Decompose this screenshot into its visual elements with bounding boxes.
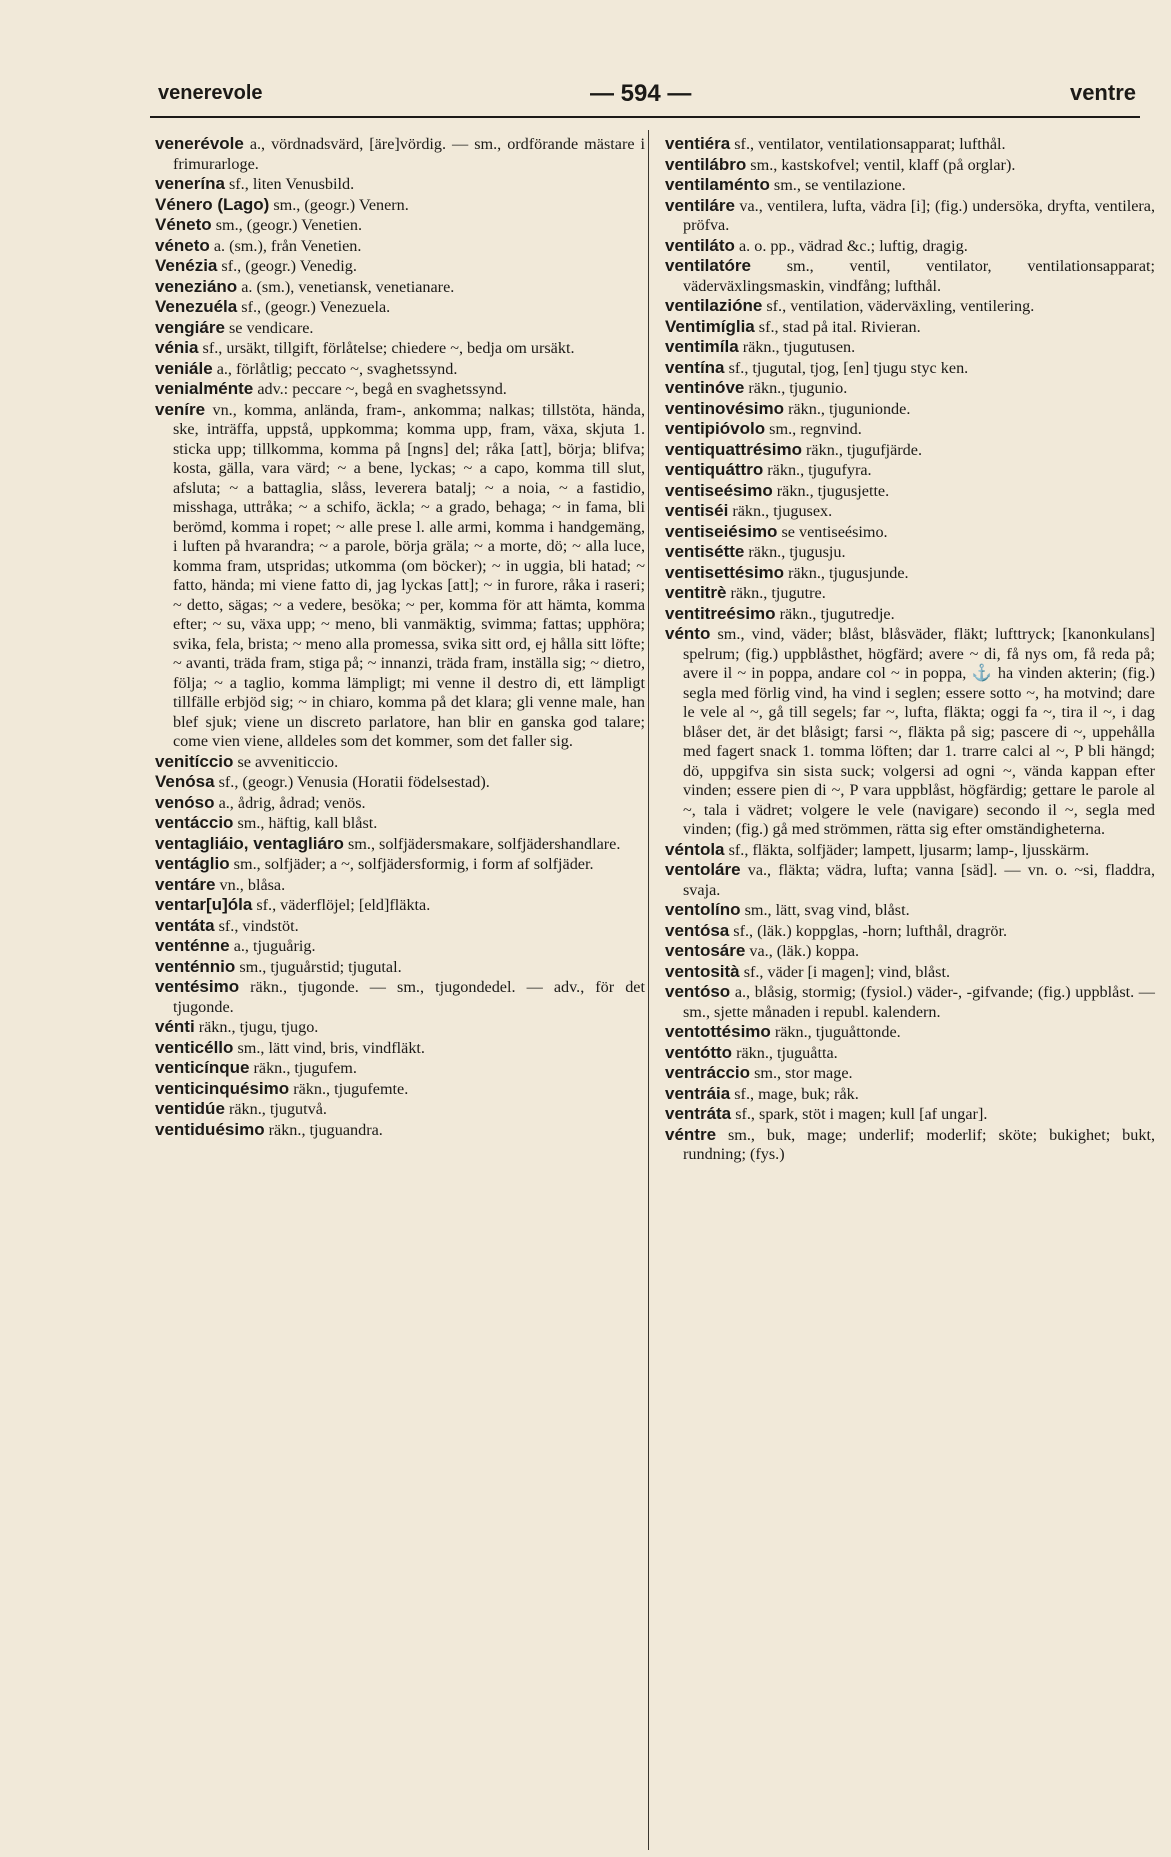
- entry-definition: räkn., tjugufem.: [249, 1059, 357, 1077]
- entry-headword: ventagliáio, ventagliáro: [155, 833, 344, 853]
- entry-headword: ventiláre: [665, 195, 735, 215]
- entry-definition: räkn., tjugusju.: [744, 543, 846, 561]
- dictionary-entry: [665, 419, 1155, 440]
- entry-definition: sf., ventilation, väderväxling, ventilering.: [762, 297, 1035, 315]
- dictionary-entry: [665, 1043, 1155, 1064]
- entry-definition: sm., häftig, kall blåst.: [233, 814, 378, 832]
- dictionary-entry: [155, 338, 645, 359]
- dictionary-entry: [665, 1125, 1155, 1165]
- entry-definition: sm., lätt, svag vind, blåst.: [740, 901, 910, 919]
- dictionary-entry: [665, 440, 1155, 461]
- entry-headword: ventinovésimo: [665, 398, 785, 418]
- entry-definition: räkn., tjugufemte.: [289, 1079, 409, 1098]
- entry-definition: adv.: peccare ~, begå en svaghetssynd.: [253, 380, 507, 398]
- entry-definition: a. (sm.), från Venetien.: [209, 236, 362, 255]
- entry-definition: sm., solfjäder; a ~, solfjädersformig, i form af solfjäder.: [229, 855, 594, 873]
- entry-headword: ventilábro: [665, 154, 747, 174]
- entry-headword: ventóso: [665, 982, 731, 1001]
- header-rule: [150, 116, 1140, 118]
- entry-headword: ventáglio: [155, 854, 230, 873]
- entry-definition: a., ådrig, ådrad; venös.: [214, 793, 366, 812]
- dictionary-entry: [155, 1079, 645, 1100]
- entry-definition: räkn., tjuguåttonde.: [770, 1023, 901, 1041]
- dictionary-entry: [665, 460, 1155, 481]
- entry-definition: sm., (geogr.) Venern.: [269, 195, 409, 214]
- entry-headword: venerévole: [155, 134, 244, 153]
- dictionary-entry: [665, 134, 1155, 155]
- entry-definition: sm., kastskofvel; ventil, klaff (på orglar).: [746, 155, 1016, 174]
- entry-headword: véntre: [665, 1124, 717, 1144]
- entry-definition: sf., (geogr.) Venedig.: [217, 257, 357, 275]
- entry-headword: ventiquáttro: [665, 460, 764, 479]
- column-divider: [648, 130, 649, 1850]
- entry-headword: ventiláto: [665, 235, 735, 255]
- entry-headword: ventráia: [665, 1083, 731, 1103]
- entry-headword: ventráta: [665, 1104, 732, 1123]
- entry-definition: räkn., tjugutvå.: [224, 1100, 327, 1118]
- entry-definition: sf., liten Venusbild.: [224, 175, 355, 193]
- dictionary-entry: [665, 962, 1155, 983]
- dictionary-entry: [665, 155, 1155, 176]
- entry-headword: ventiduésimo: [155, 1119, 265, 1139]
- entry-headword: venerína: [155, 174, 225, 193]
- entry-definition: sm., (geogr.) Venetien.: [211, 216, 362, 234]
- dictionary-entry: [665, 563, 1155, 584]
- dictionary-entry: [665, 982, 1155, 1022]
- right-column: [665, 134, 1155, 1165]
- entry-definition: va., (läk.) koppa.: [745, 942, 860, 960]
- entry-definition: a., vördnadsvärd, [äre]vördig. — sm., ordförande mästare i frimurarloge.: [173, 135, 645, 173]
- dictionary-entry: [155, 834, 645, 855]
- entry-headword: venticinquésimo: [155, 1078, 290, 1098]
- dictionary-entry: [155, 400, 645, 752]
- entry-definition: va., ventilera, lufta, vädra [i]; (fig.) undersöka, dryfta, ventilera, pröfva.: [683, 196, 1155, 234]
- dictionary-entry: [665, 481, 1155, 502]
- dictionary-entry: [665, 542, 1155, 563]
- entry-headword: Vénero (Lago): [155, 194, 270, 214]
- entry-headword: ventinóve: [665, 378, 745, 397]
- dictionary-entry: [155, 297, 645, 318]
- entry-definition: sm., tjuguårstid; tjugutal.: [235, 957, 402, 976]
- entry-definition: sf., väderflöjel; [eld]fläkta.: [252, 896, 431, 914]
- dictionary-entry: [665, 175, 1155, 196]
- entry-headword: ventolíno: [665, 900, 741, 919]
- entry-definition: sm., se ventilazione.: [769, 176, 906, 194]
- entry-definition: sf., (geogr.) Venezuela.: [237, 298, 391, 316]
- dictionary-entry: [665, 358, 1155, 379]
- entry-headword: ventiseésimo: [665, 480, 773, 500]
- entry-definition: räkn., tjugunionde.: [784, 399, 911, 418]
- entry-headword: ventáre: [155, 874, 216, 894]
- entry-headword: ventésimo: [155, 977, 240, 996]
- dictionary-entry: [665, 317, 1155, 338]
- dictionary-entry: [155, 1099, 645, 1120]
- entry-definition: räkn., tjugufjärde.: [801, 440, 922, 459]
- entry-definition: räkn., tjugutusen.: [738, 338, 856, 356]
- entry-headword: ventipióvolo: [665, 419, 766, 438]
- entry-definition: a., tjuguårig.: [229, 937, 316, 955]
- entry-definition: a. o. pp., vädrad &c.; luftig, dragig.: [734, 236, 968, 255]
- header-last-word: ventre: [1069, 80, 1136, 105]
- entry-definition: sm., vind, väder; blåst, blåsväder, fläkt; lufttryck; [kanonkulans] spelrum; (fig.) uppblåsthet, högfärd; avere ~ di, få nys om, få reda på; avere il ~ in poppa, andare col ~ in poppa, ⚓ ha vinden akterin; (fig.) segla med förlig vind, ha vind i seglen; essere sotto ~, ha motvind; dare le vele al ~, gå till segels; far ~, lufta, fläkta; oggi fa ~, tira il ~, i dag blåser det, är det blåsigt; farsi ~, fläkta på sig; pascere di ~, uppehålla med fagert snack 1. tomma löften; dar 1. trarre calci al ~, P bli hängd; dö, uppgifva sin sista suck; volgersi ad ogni ~, vända kappan efter vinden; essere pien di ~, P vara uppblåst, högfärdig; gettare le parole al ~, tala i vädret; volgere le vele (navigare) secondo il ~, segla med vinden; (fig.) gå med strömmen, rätta sig efter omständigheterna.: [683, 625, 1155, 838]
- dictionary-entry: [665, 501, 1155, 522]
- entry-headword: ventiquattrésimo: [665, 439, 802, 459]
- entry-definition: sf., väder [i magen]; vind, blåst.: [739, 962, 951, 981]
- entry-definition: sf., ventilator, ventilationsapparat; lufthål.: [730, 135, 1006, 153]
- entry-headword: ventimíla: [665, 337, 739, 356]
- dictionary-entry: [155, 875, 645, 896]
- entry-definition: räkn., tjugufyra.: [763, 461, 872, 479]
- entry-definition: räkn., tjugusjunde.: [784, 563, 909, 582]
- entry-definition: räkn., tjugusjette.: [772, 481, 890, 500]
- entry-headword: ventosità: [665, 961, 740, 981]
- entry-headword: ventottésimo: [665, 1022, 771, 1041]
- entry-headword: ventótto: [665, 1042, 733, 1062]
- entry-definition: se avveniticcio.: [233, 752, 339, 771]
- entry-headword: véneto: [155, 235, 210, 255]
- dictionary-entry: [155, 936, 645, 957]
- entry-headword: veniále: [155, 358, 213, 378]
- dictionary-entry: [155, 174, 645, 195]
- entry-headword: ventosáre: [665, 941, 746, 960]
- dictionary-entry: [155, 379, 645, 400]
- dictionary-entry: [155, 752, 645, 773]
- dictionary-entry: [155, 1120, 645, 1141]
- entry-definition: räkn., tjugutredje.: [775, 604, 895, 623]
- entry-definition: a. (sm.), venetiansk, venetianare.: [237, 277, 455, 296]
- entry-definition: räkn., tjugu, tjugo.: [194, 1018, 319, 1036]
- entry-headword: Ventimíglia: [665, 316, 755, 336]
- entry-headword: ventilaménto: [665, 175, 770, 194]
- entry-headword: venóso: [155, 792, 215, 812]
- entry-headword: ventósa: [665, 920, 730, 940]
- entry-definition: sf., (geogr.) Venusia (Horatii födelsestad).: [214, 773, 490, 791]
- dictionary-entry: [665, 256, 1155, 296]
- dictionary-entry: [665, 378, 1155, 399]
- entry-definition: va., fläkta; vädra, lufta; vanna [säd]. — vn. o. ~si, fladdra, svaja.: [683, 861, 1155, 899]
- entry-definition: a., förlåtlig; peccato ~, svaghetssynd.: [212, 359, 458, 378]
- entry-definition: sf., vindstöt.: [214, 916, 299, 935]
- entry-headword: ventilatóre: [665, 256, 751, 275]
- entry-headword: vénti: [155, 1017, 195, 1036]
- entry-definition: sm., regnvind.: [765, 420, 862, 438]
- dictionary-entry: [155, 1038, 645, 1059]
- entry-headword: Véneto: [155, 215, 212, 234]
- entry-definition: sf., (läk.) koppglas, -horn; lufthål, dragrör.: [729, 921, 1008, 940]
- entry-definition: sm., lätt vind, bris, vindfläkt.: [233, 1038, 425, 1057]
- entry-headword: ventidúe: [155, 1099, 225, 1118]
- entry-headword: veneziáno: [155, 276, 238, 296]
- entry-headword: ventáccio: [155, 813, 234, 832]
- entry-headword: vénia: [155, 338, 199, 357]
- entry-definition: sf., ursäkt, tillgift, förlåtelse; chiedere ~, bedja om ursäkt.: [198, 339, 575, 357]
- entry-definition: sf., mage, buk; råk.: [730, 1084, 859, 1103]
- entry-headword: ventitrè: [665, 583, 727, 602]
- dictionary-entry: [155, 134, 645, 174]
- entry-definition: a., blåsig, stormig; (fysiol.) väder-, -gifvande; (fig.) uppblåst. — sm., sjette månaden i republ. kalendern.: [683, 983, 1155, 1021]
- entry-definition: sm., ventil, ventilator, ventilationsapparat; väderväxlingsmaskin, vindfång; lufthål.: [683, 257, 1155, 295]
- dictionary-entry: [665, 604, 1155, 625]
- entry-headword: ventiéra: [665, 134, 731, 153]
- entry-headword: ventoláre: [665, 860, 741, 879]
- header-first-word: venerevole: [158, 82, 263, 104]
- dictionary-entry: [155, 772, 645, 793]
- entry-definition: vn., komma, anlända, fram-, ankomma; nalkas; tillstöta, hända, ske, inträffa, uppstå, uppkomma; komma upp, fram, växa, skjuta 1. sticka upp; tillkomma, komma på [ngns] del; råka [att], börja; blifva; kosta, gälla, vara värd; ~ a bene, lyckas; ~ a capo, komma till slut, afsluta; ~ a battaglia, slåss, leverera batalj; ~ a noia, ~ a fastidio, misshaga, uttråka; ~ a schifo, äckla; ~ a grado, behaga; ~ in fama, bli berömd, komma i ropet; ~ alle prese l. alle armi, komma i handgemäng, i luften på hvarandra; ~ a parole, börja gräla; ~ a morte, dö; ~ alla luce, komma fram, utspridas; utkomma (om böcker); ~ in uggia, bli hatad; ~ fatto, hända; mi viene fatto di, jag lyckas [att]; ~ in furore, råka i raseri; ~ detto, sägas; ~ a vedere, besöka; ~ per, komma för att hämta, komma efter; ~ su, växa upp; ~ meno, bli vanmäktig, svimma; fattas; upphöra; svika, fela, brista; ~ meno alla promessa, svika sitt ord, ej hålla sitt löfte; ~ avanti, träda fram, stiga på; ~ innanzi, träda fram, inställa sig; ~ dietro, följa; ~ a taglio, komma lämpligt; mi venne il destro di, ett lämpligt tillfälle erbjöd sig; ~ in chiaro, komma på det klara; gli venne male, han blef sjuk; viene un discreto parlatore, han blir en ganska god talare; come vien viene, alldeles som det kommer, som det faller sig.: [173, 400, 645, 750]
- entry-headword: ventráccio: [665, 1063, 751, 1082]
- entry-definition: räkn., tjugutre.: [726, 584, 826, 602]
- dictionary-entry: [155, 277, 645, 298]
- entry-headword: venticéllo: [155, 1037, 234, 1057]
- entry-headword: Venézia: [155, 256, 218, 275]
- dictionary-entry: [155, 977, 645, 1017]
- dictionary-entry: [665, 399, 1155, 420]
- dictionary-entry: [155, 895, 645, 916]
- dictionary-entry: [155, 916, 645, 937]
- entry-definition: sf., stad på ital. Rivieran.: [754, 317, 921, 336]
- entry-headword: vénto: [665, 624, 711, 643]
- dictionary-entry: [665, 1022, 1155, 1043]
- entry-definition: räkn., tjugonde. — sm., tjugondedel. — adv., för det tjugonde.: [173, 978, 645, 1016]
- entry-headword: ventisettésimo: [665, 562, 785, 582]
- entry-definition: sm., stor mage.: [750, 1064, 853, 1082]
- entry-definition: sf., fläkta, solfjäder; lampett, ljusarm; lamp-, ljusskärm.: [724, 840, 1090, 859]
- dictionary-entry: [155, 195, 645, 216]
- dictionary-entry: [665, 1104, 1155, 1125]
- dictionary-entry: [155, 813, 645, 834]
- entry-definition: räkn., tjugusex.: [728, 502, 833, 520]
- entry-definition: räkn., tjugunio.: [744, 379, 848, 397]
- entry-headword: ventiséi: [665, 501, 729, 520]
- page-number: — 594 —: [590, 80, 692, 107]
- entry-headword: ventáta: [155, 915, 215, 935]
- dictionary-entry: [665, 1084, 1155, 1105]
- entry-headword: ventar[u]óla: [155, 895, 253, 914]
- dictionary-entry: [665, 840, 1155, 861]
- entry-definition: räkn., tjuguandra.: [264, 1120, 383, 1139]
- entry-headword: venialménte: [155, 379, 254, 398]
- entry-definition: vn., blåsa.: [215, 875, 286, 894]
- entry-headword: ventiseiésimo: [665, 521, 778, 541]
- entry-headword: ventilazióne: [665, 296, 763, 315]
- dictionary-entry: [155, 793, 645, 814]
- entry-definition: sf., tjugutal, tjog, [en] tjugu styc ken.: [724, 358, 969, 377]
- dictionary-entry: [155, 318, 645, 339]
- left-column: [155, 134, 645, 1140]
- dictionary-entry: [665, 1063, 1155, 1084]
- dictionary-entry: [155, 256, 645, 277]
- entry-headword: veníre: [155, 399, 206, 419]
- entry-headword: venténnio: [155, 956, 236, 976]
- entry-headword: venticínque: [155, 1058, 250, 1077]
- dictionary-entry: [665, 522, 1155, 543]
- dictionary-entry: [665, 296, 1155, 317]
- dictionary-entry: [665, 900, 1155, 921]
- entry-headword: vengiáre: [155, 317, 225, 337]
- dictionary-entry: [665, 941, 1155, 962]
- dictionary-entry: [155, 957, 645, 978]
- entry-definition: se vendicare.: [224, 318, 314, 337]
- dictionary-entry: [665, 196, 1155, 236]
- dictionary-entry: [155, 854, 645, 875]
- entry-headword: Venósa: [155, 772, 215, 791]
- entry-definition: se ventiseésimo.: [777, 522, 888, 541]
- dictionary-entry: [155, 236, 645, 257]
- entry-headword: ventitreésimo: [665, 603, 776, 623]
- entry-definition: räkn., tjuguåtta.: [732, 1043, 838, 1062]
- dictionary-entry: [155, 215, 645, 236]
- dictionary-entry: [155, 1017, 645, 1038]
- dictionary-entry: [155, 359, 645, 380]
- entry-definition: sf., spark, stöt i magen; kull [af ungar].: [731, 1105, 988, 1123]
- dictionary-entry: [665, 236, 1155, 257]
- entry-headword: Venezuéla: [155, 297, 238, 316]
- entry-headword: véntola: [665, 839, 725, 859]
- entry-headword: ventína: [665, 357, 725, 377]
- dictionary-entry: [665, 624, 1155, 840]
- dictionary-entry: [665, 337, 1155, 358]
- dictionary-entry: [155, 1058, 645, 1079]
- entry-headword: venténne: [155, 936, 230, 955]
- dictionary-entry: [665, 860, 1155, 900]
- dictionary-entry: [665, 921, 1155, 942]
- entry-headword: venitíccio: [155, 751, 234, 771]
- page-header: [150, 74, 1140, 114]
- entry-headword: ventisétte: [665, 542, 745, 561]
- dictionary-entry: [665, 583, 1155, 604]
- entry-definition: sm., solfjädersmakare, solfjädershandlare.: [343, 834, 621, 853]
- entry-definition: sm., buk, mage; underlif; moderlif; sköte; bukighet; bukt, rundning; (fys.): [683, 1125, 1155, 1163]
